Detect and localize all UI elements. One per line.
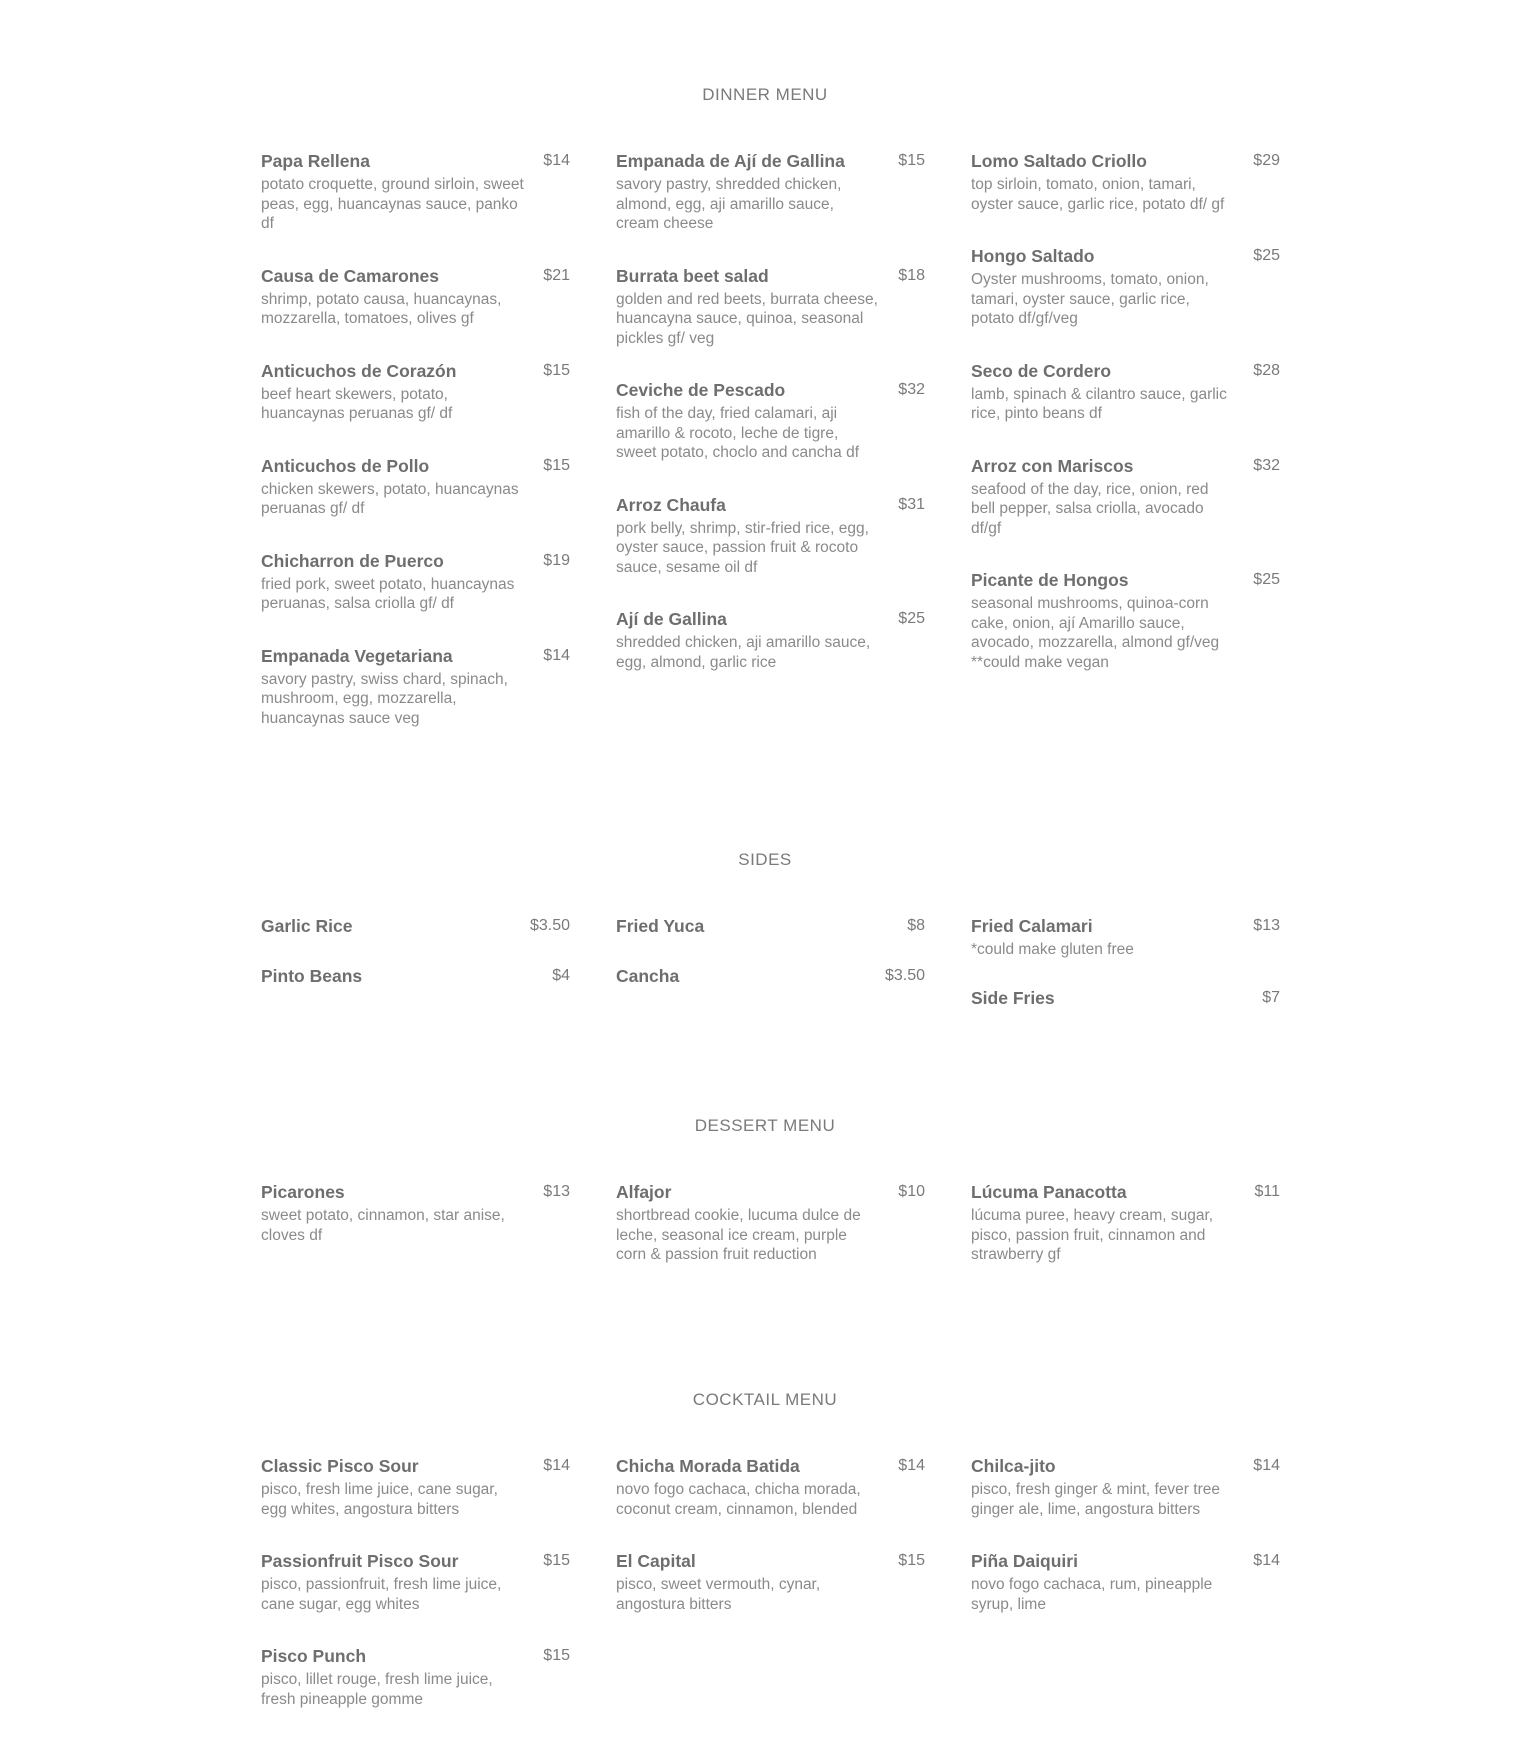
menu-item-description: pisco, passionfruit, fresh lime juice, cane sugar, egg whites [261,1576,502,1613]
menu-item [616,493,925,578]
menu-item-price: $15 [543,1647,570,1664]
menu-item-description: pisco, sweet vermouth, cynar, angostura bitters [616,1576,821,1613]
menu-item [261,1549,570,1614]
menu-item-description: sweet potato, cinnamon, star anise, cloves df [261,1207,505,1244]
menu-item-header [971,568,1280,592]
menu-item-header [616,378,925,402]
menu-item-description: fish of the day, fried calamari, aji amarillo & rocoto, leche de tigre, sweet potato, choclo and cancha df [616,405,859,461]
menu-item-price: $14 [543,152,570,169]
dessert-menu-section [0,1114,1530,1263]
menu-item [616,1180,925,1265]
menu-item [261,964,570,988]
menu-item-name: Classic Pisco Sour [261,1456,419,1476]
menu-item [971,454,1280,539]
menu-item-header [261,1454,570,1478]
menu-item-price: $19 [543,551,570,569]
menu-item-description: savory pastry, shredded chicken, almond, egg, aji amarillo sauce, cream cheese [616,176,842,232]
menu-item-price: $3.50 [884,967,925,984]
menu-item-header [261,1549,570,1573]
menu-item-header [261,1644,570,1668]
menu-item [261,1454,570,1519]
menu-item-price: $25 [898,610,925,627]
menu-item [971,244,1280,329]
menu-item-description: shrimp, potato causa, huancaynas, mozzarella, tomatoes, olives gf [261,290,502,327]
menu-item [261,454,570,519]
dinner-menu-section [0,83,1530,727]
menu-item-price: $7 [1262,988,1280,1006]
menu-item-header [971,244,1280,268]
menu-item-header [971,149,1280,173]
menu-item [971,359,1280,424]
menu-item-price: $11 [1254,1183,1280,1200]
section-title: COCKTAIL MENU [692,1390,838,1409]
menu-item-name: Pinto Beans [261,966,363,986]
menu-item-description: *could make gluten free [971,941,1134,958]
menu-item-description: pisco, fresh ginger & mint, fever tree ginger ale, lime, angostura bitters [971,1481,1220,1518]
menu-item [971,986,1280,1010]
menu-item-description: shredded chicken, aji amarillo sauce, egg, almond, garlic rice [616,634,871,671]
menu-item-name: Ceviche de Pescado [616,380,786,400]
menu-item-name: Fried Calamari [971,916,1093,936]
menu-item-price: $31 [898,495,925,513]
menu-item [971,568,1280,672]
menu-item-description: lamb, spinach & cilantro sauce, garlic rice, pinto beans df [971,385,1227,422]
menu-item [971,149,1280,214]
menu-item-description: seasonal mushrooms, quinoa-corn cake, onion, ají Amarillo sauce, avocado, mozzarella, almond gf/veg **could make vegan [971,595,1220,671]
menu-item-price: $14 [1253,1552,1280,1569]
menu-item [971,1549,1280,1614]
menu-item-header [616,1180,925,1204]
menu-item-description: pork belly, shrimp, stir-fried rice, egg, oyster sauce, passion fruit & rocoto sauce, sesame oil df [616,519,869,576]
menu-item-description: golden and red beets, burrata cheese, huancayna sauce, quinoa, seasonal pickles gf/ veg [616,290,878,347]
menu-column [261,1454,570,1739]
menu-item [971,1180,1280,1265]
menu-item [616,964,925,988]
menu-item-description: beef heart skewers, potato, huancaynas peruanas gf/ df [261,385,453,422]
menu-item-description: potato croquette, ground sirloin, sweet peas, egg, huancaynas sauce, panko df [261,176,524,232]
menu-item-price: $4 [552,967,570,984]
menu-item-price: $15 [898,1552,925,1569]
menu-item-price: $13 [543,1183,570,1200]
menu-column [971,1454,1280,1644]
menu-item-price: $15 [543,1552,570,1569]
menu-item-description: novo fogo cachaca, rum, pineapple syrup, lime [971,1576,1213,1613]
menu-item-price: $8 [907,917,925,934]
menu-item-name: Chicharron de Puerco [261,550,444,571]
menu-item-description: pisco, fresh lime juice, cane sugar, egg whites, angostura bitters [261,1481,498,1518]
menu-item-name: Arroz con Mariscos [971,455,1134,476]
menu-item-name: Causa de Camarones [261,265,439,286]
menu-item-price: $14 [898,1457,925,1474]
menu-item-header [616,149,925,173]
menu-item-price: $15 [543,361,570,379]
menu-item [261,914,570,938]
menu-item-price: $14 [543,1457,570,1474]
menu-item [261,1644,570,1709]
menu-item-name: Fried Yuca [616,916,705,936]
menu-column [261,914,570,1014]
menu-item-price: $28 [1253,361,1280,379]
menu-item-name: Burrata beet salad [616,265,769,286]
menu-item-description: lúcuma puree, heavy cream, sugar, pisco, passion fruit, cinnamon and strawberry gf [971,1207,1214,1263]
menu-item [616,914,925,938]
menu-item-price: $15 [898,152,925,169]
menu-item-price: $32 [898,381,925,398]
menu-item-description: chicken skewers, potato, huancaynas peruanas gf/ df [261,480,519,517]
menu-item-name: Picante de Hongos [971,570,1129,590]
menu-item-name: Chicha Morada Batida [616,1456,800,1476]
section-title: DINNER MENU [702,85,828,104]
menu-item-header [261,644,570,668]
menu-item-name: Cancha [616,966,680,986]
menu-item-price: $21 [543,266,570,284]
menu-item-header [616,264,925,288]
menu-item-header [261,454,570,478]
menu-item-name: Anticuchos de Pollo [261,455,430,476]
menu-item-header [971,986,1280,1010]
menu-item-header [261,1180,570,1204]
menu-item-name: Alfajor [616,1182,672,1202]
menu-item-name: Arroz Chaufa [616,494,726,515]
menu-item-name: Passionfruit Pisco Sour [261,1551,459,1571]
menu-item-header [616,493,925,517]
menu-item-header [616,1454,925,1478]
menu-item-description: Oyster mushrooms, tomato, onion, tamari, oyster sauce, garlic rice, potato df/gf/veg [971,271,1209,327]
menu-column [971,1180,1280,1295]
menu-item [261,644,570,729]
menu-item-price: $10 [898,1183,925,1200]
menu-item-description: shortbread cookie, lucuma dulce de leche, seasonal ice cream, purple corn & passion fruit reduction [616,1207,861,1263]
menu-item-name: Lúcuma Panacotta [971,1182,1127,1202]
menu-item-name: Piña Daiquiri [971,1551,1078,1571]
menu-item [616,378,925,463]
menu-item-description: pisco, lillet rouge, fresh lime juice, fresh pineapple gomme [261,1671,493,1708]
menu-item-price: $15 [543,456,570,474]
menu-item-name: Hongo Saltado [971,246,1095,266]
menu-column [616,149,925,702]
menu-item-name: Pisco Punch [261,1646,367,1666]
menu-column [616,1454,925,1644]
menu-item-header [616,914,925,938]
menu-item [971,1454,1280,1519]
menu-item [261,1180,570,1245]
menu-item [616,1549,925,1614]
menu-item-header [971,359,1280,383]
menu-item-price: $13 [1253,917,1280,934]
menu-item-name: Garlic Rice [261,916,353,936]
menu-item-name: Empanada Vegetariana [261,645,453,666]
menu-item-name: Anticuchos de Corazón [261,360,457,381]
menu-item-price: $25 [1253,247,1280,264]
menu-column [971,914,1280,1036]
menu-item-price: $25 [1253,571,1280,588]
menu-item-description: top sirloin, tomato, onion, tamari, oyster sauce, garlic rice, potato df/ gf [971,176,1225,213]
menu-item [261,264,570,329]
menu-item [261,549,570,614]
menu-item-header [971,1454,1280,1478]
cocktail-menu-section [0,1388,1530,1708]
menu-column [261,1180,570,1275]
menu-item-header [261,549,570,573]
sides-section [0,848,1530,1008]
menu-item-header [261,964,570,988]
menu-column [261,149,570,758]
menu-item-header [261,359,570,383]
menu-item-header [616,1549,925,1573]
menu-item-header [616,964,925,988]
menu-item-name: Lomo Saltado Criollo [971,151,1147,171]
menu-item-header [971,914,1280,938]
menu-item [261,359,570,424]
menu-item-description: seafood of the day, rice, onion, red bell pepper, salsa criolla, avocado df/gf [971,480,1209,537]
menu-item-header [616,607,925,631]
menu-item-header [971,1180,1280,1204]
menu-item-price: $18 [898,266,925,284]
menu-item-name: Papa Rellena [261,151,370,171]
menu-item [971,914,1280,960]
menu-item-header [971,454,1280,478]
menu-item-description: novo fogo cachaca, chicha morada, coconut cream, cinnamon, blended [616,1481,861,1518]
menu-column [616,914,925,1014]
menu-item-price: $32 [1253,456,1280,474]
menu-item-price: $14 [543,646,570,664]
menu-item-name: Seco de Cordero [971,360,1112,381]
section-title: DESSERT MENU [694,1116,836,1135]
menu-item-name: Picarones [261,1182,345,1202]
menu-item-name: Ají de Gallina [616,609,727,629]
menu-item [616,607,925,672]
menu-item-name: El Capital [616,1551,696,1571]
menu-item-price: $14 [1253,1457,1280,1474]
menu-item-description: fried pork, sweet potato, huancaynas peruanas, salsa criolla gf/ df [261,575,515,612]
menu-item-price: $3.50 [529,917,570,934]
menu-column [616,1180,925,1295]
menu-item-description: savory pastry, swiss chard, spinach, mushroom, egg, mozzarella, huancaynas sauce veg [261,670,508,727]
menu-item-name: Chilca-jito [971,1456,1056,1476]
menu-item-name: Side Fries [971,987,1055,1008]
menu-item [616,149,925,234]
menu-item [261,149,570,234]
menu-item-header [971,1549,1280,1573]
menu-item-header [261,149,570,173]
menu-item-header [261,914,570,938]
menu-item [616,264,925,349]
menu-item-header [261,264,570,288]
section-title: SIDES [738,850,792,869]
menu-item-price: $29 [1253,152,1280,169]
menu-item [616,1454,925,1519]
menu-column [971,149,1280,702]
menu-item-name: Empanada de Ají de Gallina [616,151,845,171]
